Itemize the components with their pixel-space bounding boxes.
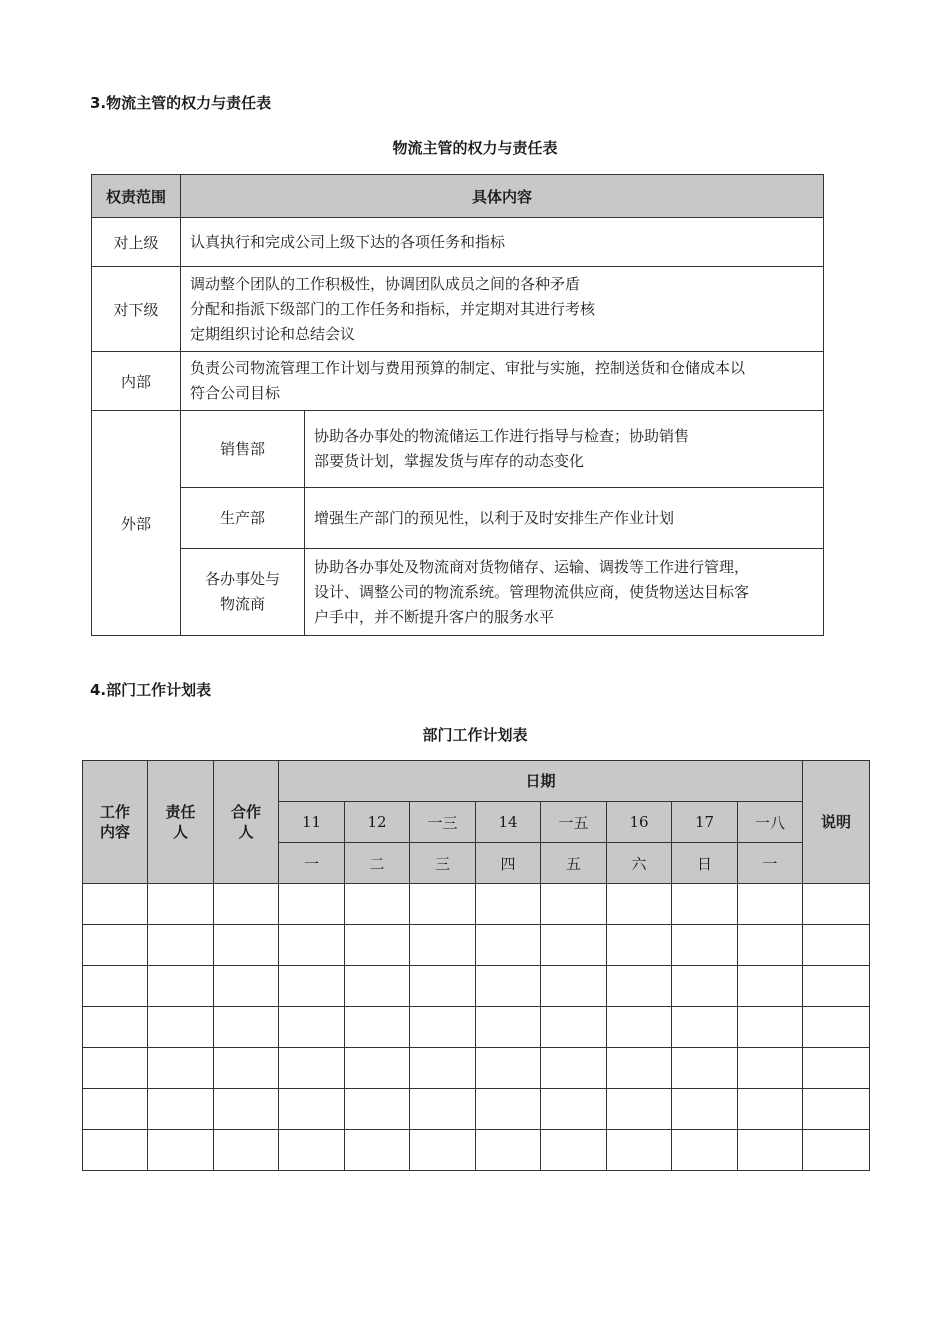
empty-cell	[803, 1007, 870, 1048]
empty-cell	[214, 1048, 279, 1089]
empty-cell	[476, 925, 541, 966]
authority-responsibility-table	[91, 174, 824, 636]
empty-cell	[148, 1130, 214, 1171]
header-line: 责任	[165, 803, 196, 821]
weekday-cell: 二	[345, 843, 410, 884]
empty-cell	[83, 1048, 148, 1089]
empty-cell	[672, 925, 738, 966]
empty-cell	[803, 966, 870, 1007]
header-notes: 说明	[803, 761, 870, 884]
weekday-cell: 一	[738, 843, 803, 884]
date-cell: 12	[345, 802, 410, 843]
content-line: 部要货计划，掌握发货与库存的动态变化	[314, 452, 585, 470]
empty-cell	[83, 1007, 148, 1048]
empty-cell	[410, 1007, 476, 1048]
empty-cell	[148, 1089, 214, 1130]
content-line: 户手中，并不断提升客户的服务水平	[314, 607, 555, 626]
sub-scope-offices	[181, 549, 305, 636]
empty-cell	[410, 884, 476, 925]
empty-cell	[345, 884, 410, 925]
empty-cell	[410, 1048, 476, 1089]
empty-cell	[607, 925, 672, 966]
empty-cell	[607, 1007, 672, 1048]
empty-cell	[279, 1089, 345, 1130]
plan-header-row	[83, 761, 870, 802]
header-scope: 权责范围	[92, 175, 181, 218]
empty-cell	[279, 966, 345, 1007]
empty-cell	[148, 966, 214, 1007]
date-cell: 17	[672, 802, 738, 843]
header-responsible	[148, 761, 214, 884]
empty-cell	[672, 1007, 738, 1048]
empty-cell	[476, 1007, 541, 1048]
empty-cell	[738, 1048, 803, 1089]
date-cell: 11	[279, 802, 345, 843]
header-line: 人	[238, 823, 254, 841]
table-row	[92, 549, 824, 636]
empty-cell	[214, 925, 279, 966]
content-internal	[181, 352, 824, 411]
content-line: 协助各办事处的物流储运工作进行指导与检查；协助销售	[314, 427, 690, 445]
table-row	[83, 1048, 870, 1089]
empty-cell	[803, 1130, 870, 1171]
empty-cell	[214, 884, 279, 925]
content-production	[305, 488, 824, 549]
empty-cell	[738, 884, 803, 925]
date-cell: 一五	[541, 802, 607, 843]
table-row	[83, 1130, 870, 1171]
date-cell: 一三	[410, 802, 476, 843]
empty-cell	[410, 925, 476, 966]
sub-scope-production: 生产部	[181, 488, 305, 549]
empty-cell	[214, 966, 279, 1007]
content-line: 负责公司物流管理工作计划与费用预算的制定、审批与实施，控制送货和仓储成本以	[190, 359, 746, 377]
empty-cell	[279, 1130, 345, 1171]
sub-scope-line: 各办事处与	[204, 570, 280, 588]
header-line: 工作	[99, 803, 130, 821]
empty-cell	[345, 1130, 410, 1171]
content-line: 分配和指派下级部门的工作任务和指标，并定期对其进行考核	[190, 299, 596, 318]
empty-cell	[738, 1007, 803, 1048]
empty-cell	[738, 1089, 803, 1130]
weekday-cell: 三	[410, 843, 476, 884]
empty-cell	[83, 966, 148, 1007]
weekday-cell: 日	[672, 843, 738, 884]
content-subordinate	[181, 267, 824, 352]
empty-cell	[607, 1048, 672, 1089]
header-line: 合作	[230, 803, 261, 821]
scope-superior: 对上级	[92, 218, 181, 267]
header-work-content	[83, 761, 148, 884]
table-row	[92, 218, 824, 267]
section-4-heading: 4.部门工作计划表	[90, 681, 212, 699]
table-2-caption: 部门工作计划表	[422, 726, 528, 744]
scope-external: 外部	[92, 411, 181, 636]
empty-cell	[541, 966, 607, 1007]
empty-cell	[148, 884, 214, 925]
content-line: 调动整个团队的工作积极性，协调团队成员之间的各种矛盾	[190, 274, 581, 293]
table-header-row	[92, 175, 824, 218]
empty-cell	[410, 1130, 476, 1171]
empty-cell	[148, 925, 214, 966]
empty-cell	[279, 1048, 345, 1089]
empty-cell	[214, 1007, 279, 1048]
table-row	[83, 966, 870, 1007]
empty-cell	[672, 966, 738, 1007]
weekday-cell: 五	[541, 843, 607, 884]
empty-cell	[541, 1089, 607, 1130]
date-cell: 16	[607, 802, 672, 843]
header-line: 人	[172, 823, 188, 841]
header-line: 内容	[99, 823, 130, 841]
scope-subordinate: 对下级	[92, 267, 181, 352]
empty-cell	[410, 966, 476, 1007]
content-line: 设计、调整公司的物流系统。管理物流供应商，使货物送达目标客	[314, 582, 750, 601]
empty-cell	[476, 884, 541, 925]
empty-cell	[83, 1089, 148, 1130]
empty-cell	[803, 1089, 870, 1130]
empty-cell	[148, 1007, 214, 1048]
empty-cell	[672, 1048, 738, 1089]
scope-internal: 内部	[92, 352, 181, 411]
empty-cell	[803, 1048, 870, 1089]
empty-cell	[345, 925, 410, 966]
empty-cell	[607, 884, 672, 925]
content-line: 认真执行和完成公司上级下达的各项任务和指标	[190, 232, 506, 251]
empty-cell	[279, 1007, 345, 1048]
empty-cell	[345, 1048, 410, 1089]
table-row	[83, 884, 870, 925]
weekday-cell: 四	[476, 843, 541, 884]
empty-cell	[83, 925, 148, 966]
table-1-caption: 物流主管的权力与责任表	[392, 139, 558, 157]
empty-cell	[83, 884, 148, 925]
content-line: 增强生产部门的预见性，以利于及时安排生产作业计划	[314, 508, 675, 527]
section-3-heading: 3.物流主管的权力与责任表	[90, 94, 272, 112]
empty-cell	[541, 925, 607, 966]
empty-cell	[476, 1089, 541, 1130]
empty-cell	[541, 884, 607, 925]
empty-cell	[345, 1089, 410, 1130]
empty-cell	[738, 966, 803, 1007]
empty-cell	[476, 1048, 541, 1089]
empty-cell	[541, 1130, 607, 1171]
empty-cell	[476, 966, 541, 1007]
table-row	[92, 267, 824, 352]
date-cell: 14	[476, 802, 541, 843]
empty-cell	[672, 884, 738, 925]
empty-cell	[345, 966, 410, 1007]
empty-cell	[607, 1130, 672, 1171]
empty-cell	[541, 1007, 607, 1048]
plan-body	[83, 884, 870, 1171]
content-line: 符合公司目标	[190, 384, 281, 402]
empty-cell	[607, 1089, 672, 1130]
sub-scope-line: 物流商	[219, 595, 265, 613]
work-plan-table	[82, 760, 870, 1171]
empty-cell	[738, 1130, 803, 1171]
weekday-cell: 一	[279, 843, 345, 884]
empty-cell	[541, 1048, 607, 1089]
content-offices	[305, 549, 824, 636]
header-collaborator	[214, 761, 279, 884]
empty-cell	[83, 1130, 148, 1171]
empty-cell	[607, 966, 672, 1007]
sub-scope-sales: 销售部	[181, 411, 305, 488]
date-cell: 一八	[738, 802, 803, 843]
empty-cell	[803, 925, 870, 966]
table-row	[92, 411, 824, 488]
content-superior	[181, 218, 824, 267]
empty-cell	[672, 1089, 738, 1130]
empty-cell	[214, 1130, 279, 1171]
empty-cell	[148, 1048, 214, 1089]
empty-cell	[672, 1130, 738, 1171]
weekday-cell: 六	[607, 843, 672, 884]
content-line: 定期组织讨论和总结会议	[190, 324, 356, 343]
table-row	[92, 352, 824, 411]
table-row	[92, 488, 824, 549]
empty-cell	[214, 1089, 279, 1130]
table-row	[83, 1089, 870, 1130]
header-date: 日期	[279, 761, 803, 802]
table-row	[83, 925, 870, 966]
empty-cell	[803, 884, 870, 925]
empty-cell	[279, 925, 345, 966]
empty-cell	[410, 1089, 476, 1130]
empty-cell	[345, 1007, 410, 1048]
empty-cell	[738, 925, 803, 966]
empty-cell	[476, 1130, 541, 1171]
empty-cell	[279, 884, 345, 925]
content-sales	[305, 411, 824, 488]
table-row	[83, 1007, 870, 1048]
header-content: 具体内容	[181, 175, 824, 218]
content-line: 协助各办事处及物流商对货物储存、运输、调拨等工作进行管理，	[314, 557, 750, 576]
